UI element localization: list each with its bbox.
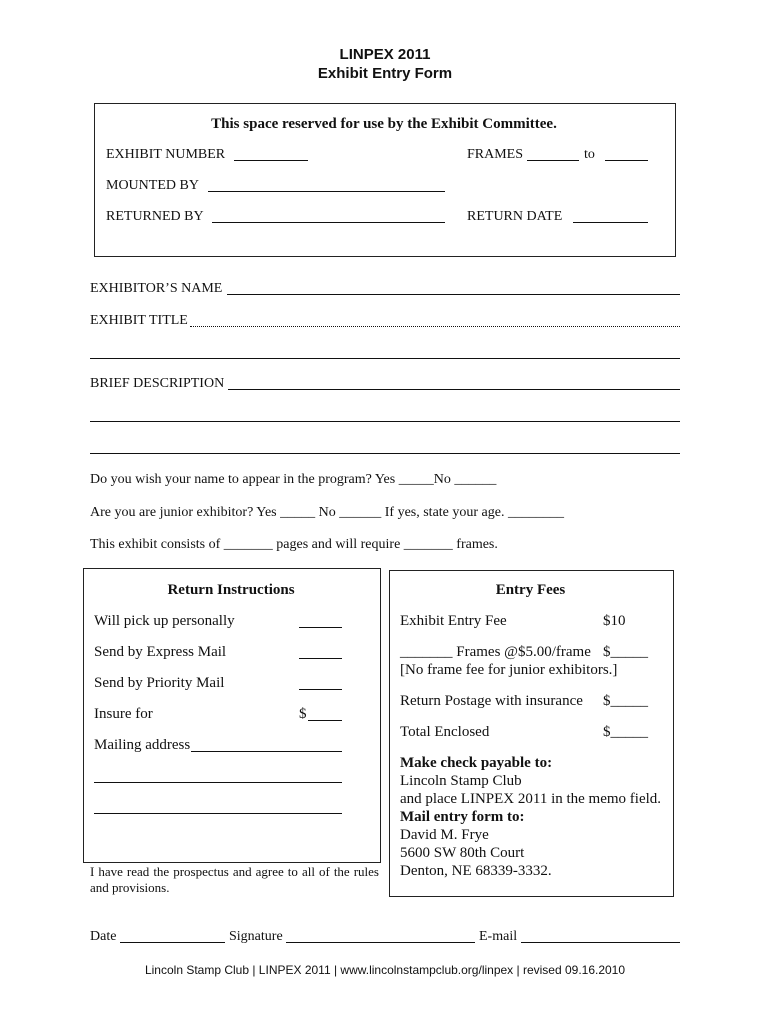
exhibit-fee-label: Exhibit Entry Fee [400,613,507,629]
date-label: Date [90,929,117,944]
committee-heading: This space reserved for use by the Exhibit Committee. [211,116,557,132]
express-mail-label: Send by Express Mail [94,644,227,660]
mailing-address-field-2[interactable] [94,782,342,783]
express-mail-field[interactable] [299,658,342,659]
exhibitor-name-label: EXHIBITOR’S NAME [90,281,223,296]
mailing-address-label: Mailing address [94,737,191,753]
brief-description-field[interactable] [228,389,680,390]
insure-for-label: Insure for [94,706,153,722]
returned-by-field[interactable] [212,222,445,223]
brief-description-label: BRIEF DESCRIPTION [90,376,225,391]
form-title: LINPEX 2011 [339,46,431,63]
signature-field[interactable] [286,942,475,943]
return-date-label: RETURN DATE [467,209,563,224]
returned-by-label: RETURNED BY [106,209,204,224]
pick-up-label: Will pick up personally [94,613,235,629]
pages-frames-question: This exhibit consists of _______ pages and will require _______ frames. [90,537,498,552]
mailing-address-field[interactable] [191,751,342,752]
entry-fees-heading: Entry Fees [495,582,566,598]
return-date-field[interactable] [573,222,648,223]
program-name-question: Do you wish your name to appear in the program? Yes _____No ______ [90,472,497,487]
exhibit-title-field-2[interactable] [90,358,680,359]
frames-from-field[interactable] [527,160,579,161]
insure-for-field[interactable] [308,720,342,721]
exhibit-number-field[interactable] [234,160,308,161]
footer-text: Lincoln Stamp Club | LINPEX 2011 | www.lincolnstampclub.org/linpex | revised 09.16.2010 [144,963,626,977]
pick-up-field[interactable] [299,627,342,628]
frames-fee-value: $_____ [603,644,648,660]
brief-description-field-2[interactable] [90,421,680,422]
frames-fee-note: [No frame fee for junior exhibitors.] [400,662,618,678]
brief-description-field-3[interactable] [90,453,680,454]
exhibitor-name-field[interactable] [227,294,680,295]
memo-instruction: and place LINPEX 2011 in the memo field. [400,791,662,807]
frames-fee-label: _______ Frames @$5.00/frame [400,644,591,660]
email-label: E-mail [479,929,518,944]
exhibit-title-field[interactable] [190,326,680,327]
agreement-text: I have read the prospectus and agree to all of the rules and provisions. [90,864,379,895]
exhibit-title-label: EXHIBIT TITLE [90,313,188,328]
address-street: 5600 SW 80th Court [400,845,525,861]
exhibit-fee-value: $10 [603,613,626,629]
frames-to-field[interactable] [605,160,648,161]
postage-label: Return Postage with insurance [400,693,583,709]
total-value: $_____ [603,724,648,740]
payable-to: Lincoln Stamp Club [400,773,522,789]
date-field[interactable] [120,942,225,943]
priority-mail-label: Send by Priority Mail [94,675,225,691]
junior-exhibitor-question: Are you are junior exhibitor? Yes _____ No ______ If yes, state your age. ________ [90,505,564,520]
exhibit-number-label: EXHIBIT NUMBER [106,147,226,162]
signature-label: Signature [229,929,283,944]
postage-value: $_____ [603,693,648,709]
payable-heading: Make check payable to: [400,755,553,771]
email-field[interactable] [521,942,680,943]
frames-label: FRAMES [467,147,524,162]
insure-dollar-sign: $ [299,706,307,722]
priority-mail-field[interactable] [299,689,342,690]
mailing-address-field-3[interactable] [94,813,342,814]
return-instructions-heading: Return Instructions [167,582,295,598]
mail-heading: Mail entry form to: [400,809,525,825]
address-city: Denton, NE 68339-3332. [400,863,552,879]
address-name: David M. Frye [400,827,489,843]
mounted-by-label: MOUNTED BY [106,178,199,193]
form-subtitle: Exhibit Entry Form [317,65,453,82]
mounted-by-field[interactable] [208,191,445,192]
total-label: Total Enclosed [400,724,490,740]
frames-to-label: to [584,147,595,162]
